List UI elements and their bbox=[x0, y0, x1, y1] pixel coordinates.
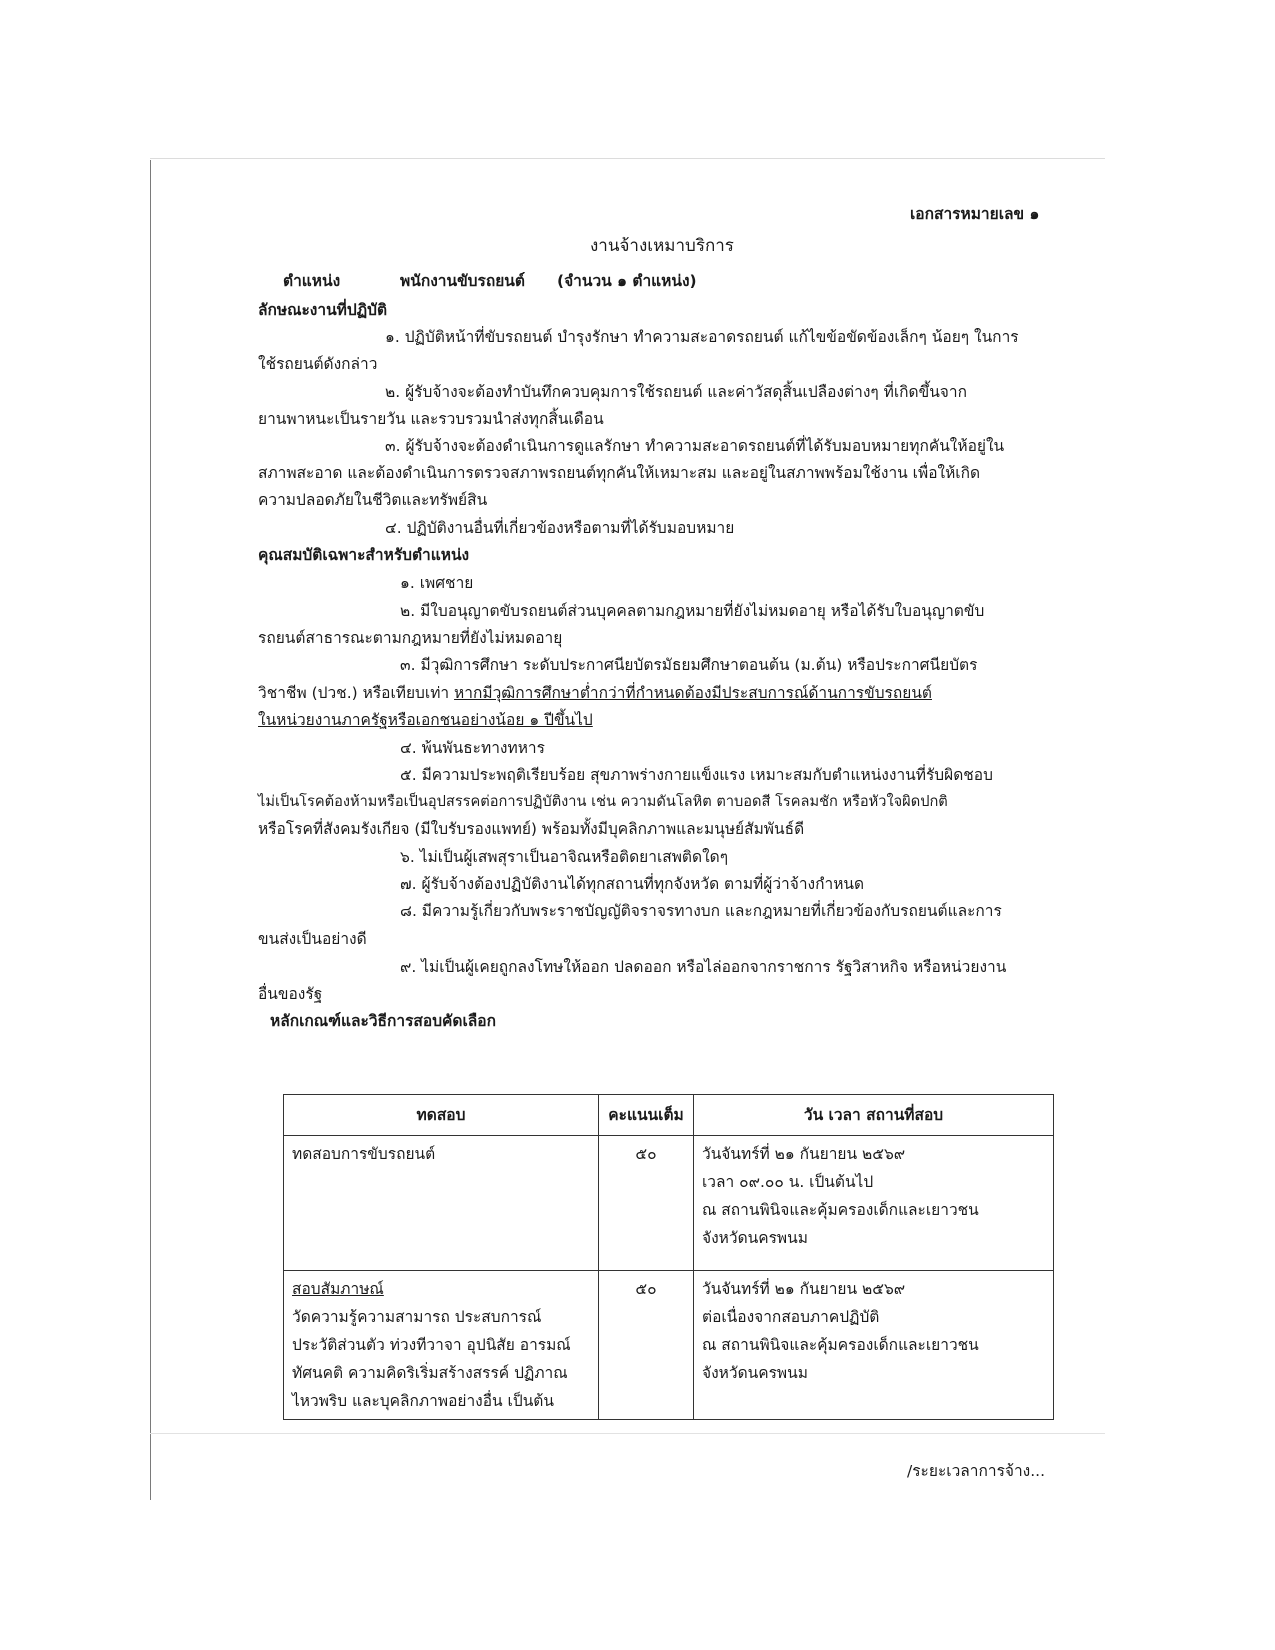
test-detail: วัดความรู้ความสามารถ ประสบการณ์ ประวัติส่วนตัว ท่วงทีวาจา อุปนิสัย อารมณ์ ทัศนคติ ความคิดริเริ่มสร้างสรรค์ ปฏิภาณไหวพริบ และบุคลิกภาพอย่างอื่น เป็นต้น bbox=[292, 1308, 571, 1410]
qualification-line: ๑. เพศชาย bbox=[400, 574, 474, 592]
schedule-line: ต่อเนื่องจากสอบภาคปฏิบัติ bbox=[702, 1308, 880, 1326]
qualification-text: วิชาชีพ (ปวช.) หรือเทียบเท่า bbox=[258, 684, 450, 702]
duty-line: ความปลอดภัยในชีวิตและทรัพย์สิน bbox=[258, 491, 488, 509]
position-label: ตำแหน่ง bbox=[283, 272, 341, 290]
position-count: (จำนวน ๑ ตำแหน่ง) bbox=[557, 272, 697, 290]
qualifications-heading: คุณสมบัติเฉพาะสำหรับตำแหน่ง bbox=[258, 546, 470, 564]
duty-line: ๓. ผู้รับจ้างจะต้องดำเนินการดูแลรักษา ทำความสะอาดรถยนต์ที่ได้รับมอบหมายทุกคันให้อยู่ใน bbox=[385, 437, 1005, 455]
scan-edge-top bbox=[150, 158, 1105, 159]
qualification-line: ๘. มีความรู้เกี่ยวกับพระราชบัญญัติจราจรทางบก และกฎหมายที่เกี่ยวข้องกับรถยนต์และการ bbox=[400, 902, 1002, 920]
position-name: พนักงานขับรถยนต์ bbox=[400, 272, 525, 290]
qualification-line: ๙. ไม่เป็นผู้เคยถูกลงโทษให้ออก ปลดออก หรือไล่ออกจากราชการ รัฐวิสาหกิจ หรือหน่วยงาน bbox=[400, 958, 1007, 976]
experience-note: หากมีวุฒิการศึกษาต่ำกว่าที่กำหนดต้องมีประสบการณ์ด้านการขับรถยนต์ bbox=[454, 684, 932, 702]
page-title: งานจ้างเหมาบริการ bbox=[590, 236, 734, 256]
schedule-line: จังหวัดนครพนม bbox=[702, 1364, 808, 1382]
qualification-line: อื่นของรัฐ bbox=[258, 985, 323, 1003]
duty-line: สภาพสะอาด และต้องดำเนินการตรวจสภาพรถยนต์ทุกคันให้เหมาะสม และอยู่ในสภาพพร้อมใช้งาน เพื่อให้เกิด bbox=[258, 464, 981, 482]
test-name: สอบสัมภาษณ์ bbox=[292, 1280, 384, 1298]
scan-edge-left bbox=[150, 160, 151, 1500]
duty-line: ๔. ปฏิบัติงานอื่นที่เกี่ยวข้องหรือตามที่ได้รับมอบหมาย bbox=[385, 519, 735, 537]
duty-line: ๒. ผู้รับจ้างจะต้องทำบันทึกควบคุมการใช้รถยนต์ และค่าวัสดุสิ้นเปลืองต่างๆ ที่เกิดขึ้นจาก bbox=[385, 383, 967, 401]
duty-line: ๑. ปฏิบัติหน้าที่ขับรถยนต์ บำรุงรักษา ทำความสะอาดรถยนต์ แก้ไขข้อขัดข้องเล็กๆ น้อยๆ ในการ bbox=[385, 328, 1019, 346]
schedule-line: วันจันทร์ที่ ๒๑ กันยายน ๒๕๖๙ bbox=[702, 1280, 906, 1298]
qualification-line: หรือโรคที่สังคมรังเกียจ (มีใบรับรองแพทย์) พร้อมทั้งมีบุคลิกภาพและมนุษย์สัมพันธ์ดี bbox=[258, 820, 805, 838]
test-name: ทดสอบการขับรถยนต์ bbox=[292, 1145, 436, 1163]
qualification-line: ๒. มีใบอนุญาตขับรถยนต์ส่วนบุคคลตามกฎหมายที่ยังไม่หมดอายุ หรือได้รับใบอนุญาตขับ bbox=[400, 602, 985, 620]
table-row bbox=[284, 1271, 1054, 1420]
qualification-line: ๖. ไม่เป็นผู้เสพสุราเป็นอาจิณหรือติดยาเสพติดใดๆ bbox=[400, 848, 729, 866]
score-cell: ๕๐ bbox=[599, 1271, 694, 1420]
scan-edge-bottom bbox=[150, 1433, 1105, 1434]
score-cell: ๕๐ bbox=[599, 1136, 694, 1271]
selection-table bbox=[283, 1094, 1054, 1420]
table-row bbox=[284, 1136, 1054, 1271]
duty-line: ยานพาหนะเป็นรายวัน และรวบรวมนำส่งทุกสิ้นเดือน bbox=[258, 410, 604, 428]
qualification-line: ๓. มีวุฒิการศึกษา ระดับประกาศนียบัตรมัธยมศึกษาตอนต้น (ม.ต้น) หรือประกาศนียบัตร bbox=[400, 656, 978, 674]
schedule-cell bbox=[694, 1271, 1054, 1420]
experience-note: ในหน่วยงานภาครัฐหรือเอกชนอย่างน้อย ๑ ปีขึ้นไป bbox=[258, 711, 593, 729]
qualification-line: รถยนต์สาธารณะตามกฎหมายที่ยังไม่หมดอายุ bbox=[258, 629, 563, 647]
schedule-line: ณ สถานพินิจและคุ้มครองเด็กและเยาวชน bbox=[702, 1336, 979, 1354]
column-header-schedule: วัน เวลา สถานที่สอบ bbox=[694, 1095, 1054, 1136]
column-header-score: คะแนนเต็ม bbox=[599, 1095, 694, 1136]
test-cell bbox=[284, 1271, 599, 1420]
duty-line: ใช้รถยนต์ดังกล่าว bbox=[258, 355, 378, 373]
test-cell bbox=[284, 1136, 599, 1271]
schedule-cell bbox=[694, 1136, 1054, 1271]
document-number: เอกสารหมายเลข ๑ bbox=[910, 205, 1040, 223]
schedule-line: ณ สถานพินิจและคุ้มครองเด็กและเยาวชน bbox=[702, 1201, 979, 1219]
qualification-line: ไม่เป็นโรคต้องห้ามหรือเป็นอุปสรรคต่อการปฏิบัติงาน เช่น ความดันโลหิต ตาบอดสี โรคลมชัก หรือหัวใจผิดปกติ bbox=[258, 793, 948, 810]
selection-heading: หลักเกณฑ์และวิธีการสอบคัดเลือก bbox=[270, 1012, 496, 1030]
qualification-line: ๕. มีความประพฤติเรียบร้อย สุขภาพร่างกายแข็งแรง เหมาะสมกับตำแหน่งงานที่รับผิดชอบ bbox=[400, 766, 993, 784]
schedule-line: วันจันทร์ที่ ๒๑ กันยายน ๒๕๖๙ bbox=[702, 1145, 906, 1163]
schedule-line: จังหวัดนครพนม bbox=[702, 1229, 808, 1247]
column-header-test: ทดสอบ bbox=[284, 1095, 599, 1136]
continuation-note: /ระยะเวลาการจ้าง... bbox=[907, 1462, 1046, 1480]
qualification-line: ๔. พ้นพันธะทางทหาร bbox=[400, 739, 545, 757]
table-header-row bbox=[284, 1095, 1054, 1136]
qualification-line: ขนส่งเป็นอย่างดี bbox=[258, 930, 367, 948]
schedule-line: เวลา ๐๙.๐๐ น. เป็นต้นไป bbox=[702, 1173, 874, 1191]
duties-heading: ลักษณะงานที่ปฏิบัติ bbox=[258, 301, 388, 319]
qualification-line bbox=[258, 682, 932, 704]
qualification-line: ๗. ผู้รับจ้างต้องปฏิบัติงานได้ทุกสถานที่ทุกจังหวัด ตามที่ผู้ว่าจ้างกำหนด bbox=[400, 875, 865, 893]
